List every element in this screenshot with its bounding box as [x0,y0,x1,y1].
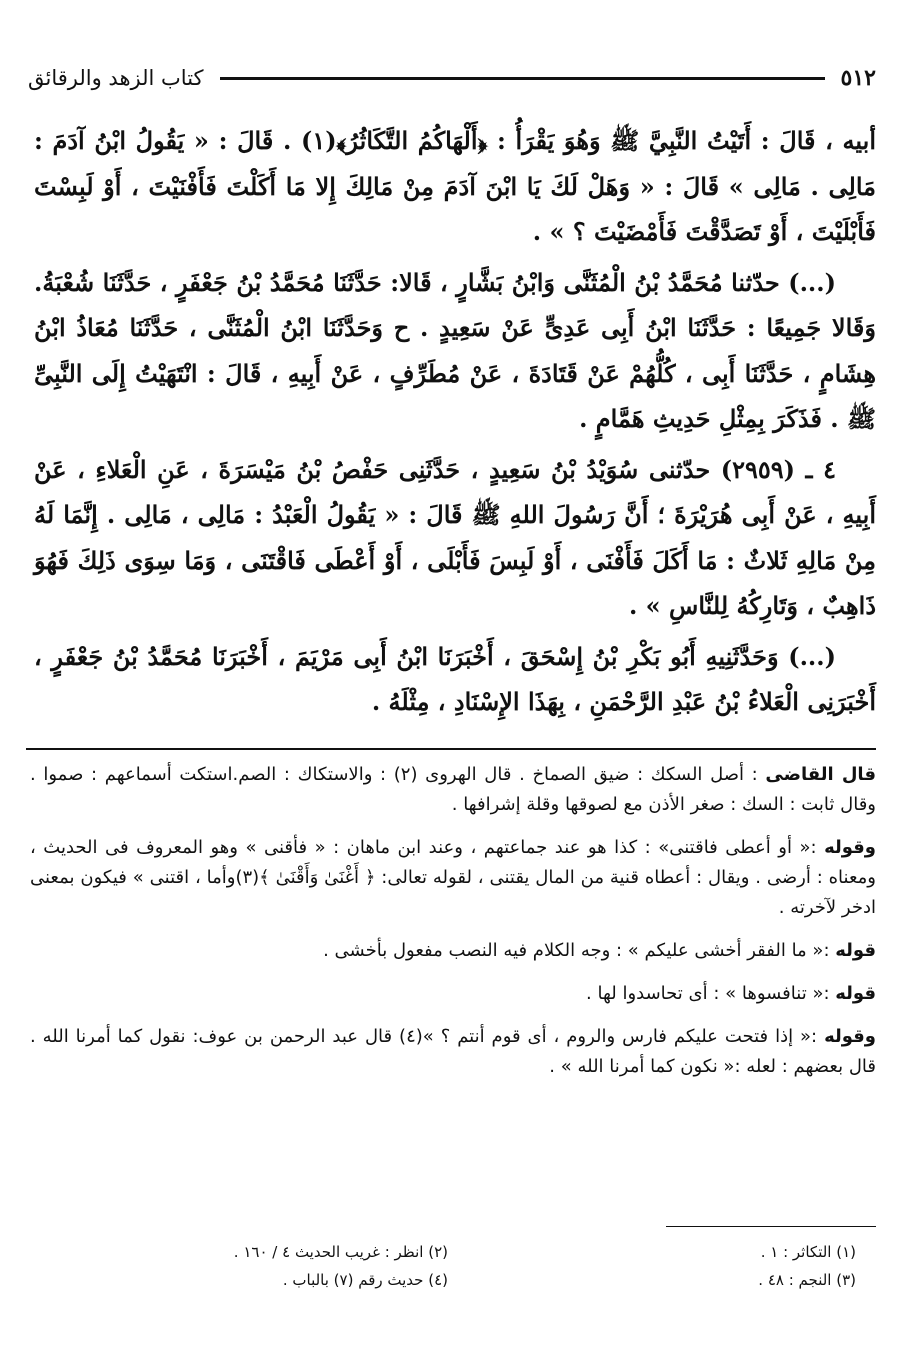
commentary-label: وقوله [824,1026,876,1047]
hadith-paragraph-3 [34,447,876,629]
header-rule [220,77,825,80]
commentary-divider [26,748,876,750]
commentary-label: قوله [835,940,876,961]
page-number: ٥١٢ [840,65,876,91]
commentary-label: قوله [835,983,876,1004]
commentary-text: :« تنافسوها » : أى تحاسدوا لها . [586,983,830,1004]
commentary-paragraph-1 [30,760,876,820]
hadith-text [34,118,876,730]
hadith-paragraph-4: (...) وَحَدَّثَنِيهِ أَبُو بَكْرِ بْنُ إِسْحَقَ ، أَخْبَرَنَا ابْنُ أَبِى مَرْيَمَ ، أَخْبَرَنَا مُحَمَّدُ بْنُ جَعْفَرٍ ، أَخْبَرَنِى الْعَلاءُ بْنُ عَبْدِ الرَّحْمَنِ ، بِهَذَا الإِسْنَادِ ، مِثْلَهُ . [34,641,876,716]
commentary-text: : أصل السكك : ضيق الصماخ . قال الهروى (٢) : والاستكاك : الصم.استكت أسماعهم : صموا . وقال ثابت : السك : صغر الأذن مع لصوقها وقلة إشرافها . [30,764,876,815]
footnote-2: (٢) انظر : غريب الحديث ٤ / ١٦٠ . [233,1243,448,1261]
commentary-paragraph-3 [30,936,876,966]
commentary-text: :« ما الفقر أخشى عليكم » : وجه الكلام فيه النصب مفعول بأخشى . [323,940,830,961]
commentary-label: وقوله [824,837,876,858]
footnote-row [40,1266,856,1294]
commentary-paragraph-4 [30,979,876,1009]
footnote-rule [666,1226,876,1227]
footnote-1: (١) التكاثر : ١ . [760,1243,856,1261]
hadith-number: ٤ ـ (٢٩٥٩) [720,454,836,484]
hadith-paragraph-1: أبيه ، قَالَ : أَتَيْتُ النَّبِيَّ ﷺ وَهُوَ يَقْرَأُ : ﴿أَلْهَاكُمُ التَّكَاثُرُ﴾(١) . قَالَ : « يَقُولُ ابْنُ آدَمَ : مَالِى . مَالِى » قَالَ : « وَهَلْ لَكَ يَا ابْنَ آدَمَ مِنْ مَالِكَ إِلا مَا أَكَلْتَ فَأَفْنَيْتَ ، أَوْ لَبِسْتَ فَأَبْلَيْتَ ، أَوْ تَصَدَّقْتَ فَأَمْضَيْتَ ؟ » . [34,126,876,246]
hadith-paragraph-3-text: حدّثنى سُوَيْدُ بْنُ سَعِيدٍ ، حَدَّثَنِى حَفْصُ بْنُ مَيْسَرَةَ ، عَنِ الْعَلاءِ ، عَنْ أَبِيهِ ، عَنْ أَبِى هُرَيْرَةَ ؛ أَنَّ رَسُولَ اللهِ ﷺ قَالَ : « يَقُولُ الْعَبْدُ : مَالِى ، مَالِى . إِنَّمَا لَهُ مِنْ مَالِهِ ثَلاثٌ : مَا أَكَلَ فَأَفْنَى ، أَوْ لَبِسَ فَأَبْلَى ، أَوْ أَعْطَى فَاقْتَنَى ، وَمَا سِوَى ذَلِكَ فَهُوَ ذَاهِبٌ ، وَتَارِكُهُ لِلنَّاسِ » . [34,454,876,620]
footnote-4: (٤) حديث رقم (٧) بالباب . [282,1271,448,1289]
page-header [28,58,876,98]
footnote-row [40,1238,856,1266]
commentary-text: :« إذا فتحت عليكم فارس والروم ، أى قوم أنتم ؟ »(٤) قال عبد الرحمن بن عوف: نقول كما أمرنا الله . قال بعضهم : لعله :« نكون كما أمرنا الله » . [30,1026,876,1077]
commentary-paragraph-5 [30,1022,876,1082]
commentary-paragraph-2 [30,833,876,923]
book-title: كتاب الزهد والرقائق [28,66,204,90]
hadith-paragraph-2: (...) حدّثنا مُحَمَّدُ بْنُ الْمُثَنَّى وَابْنُ بَشَّارٍ ، قَالا: حَدَّثَنَا مُحَمَّدُ بْنُ جَعْفَرٍ ، حَدَّثَنَا شُعْبَةُ. وَقَالا جَمِيعًا : حَدَّثَنَا ابْنُ أَبِى عَدِىٍّ عَنْ سَعِيدٍ . ح وَحَدَّثَنَا ابْنُ الْمُثَنَّى ، حَدَّثَنَا مُعَاذُ ابْنُ هِشَامٍ ، حَدَّثَنَا أَبِى ، كُلُّهُمْ عَنْ قَتَادَةَ ، عَنْ مُطَرِّفٍ ، عَنْ أَبِيهِ ، قَالَ : انْتَهَيْتُ إِلَى النَّبِىِّ ﷺ . فَذَكَرَ بِمِثْلِ حَدِيثِ هَمَّامٍ . [34,267,876,433]
footnote-3: (٣) النجم : ٤٨ . [758,1271,856,1289]
commentary-label: قال القاضى [765,764,876,785]
commentary-section [30,760,876,1095]
footnotes [40,1238,856,1294]
commentary-text: :« أو أعطى فاقتنى» : كذا هو عند جماعتهم ، وعند ابن ماهان : « فأقنى » وهو المعروف فى الحديث ، ومعناه : أرضى . ويقال : أعطاه قنية من المال يقتنى ، لقوله تعالى: ﴿ أَغْنَىٰ وَأَقْنَىٰ ﴾(٣)وأما ، اقتنى » فيكون بمعنى ادخر لآخرته . [30,837,876,918]
